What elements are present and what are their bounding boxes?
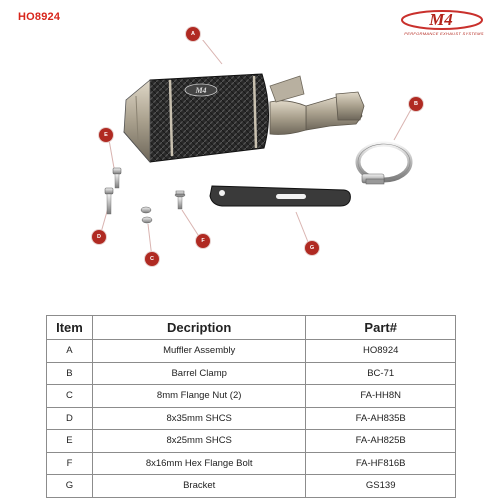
column-header-part: Part# — [306, 316, 456, 340]
table-row — [47, 407, 456, 430]
description-cell: 8x25mm SHCS — [92, 430, 305, 453]
screw-8x35 — [105, 188, 113, 214]
part-number-title: HO8924 — [18, 11, 61, 23]
hex-flange-bolt — [175, 191, 185, 209]
table-row — [47, 475, 456, 498]
part-cell: FA-HH8N — [306, 385, 456, 408]
column-header-description: Decription — [92, 316, 305, 340]
part-cell: FA-AH835B — [306, 407, 456, 430]
callout-c: C — [145, 252, 159, 266]
description-cell: Bracket — [92, 475, 305, 498]
part-cell: BC-71 — [306, 362, 456, 385]
description-cell: Barrel Clamp — [92, 362, 305, 385]
flange-nuts — [141, 207, 152, 223]
table-row — [47, 362, 456, 385]
table-row — [47, 430, 456, 453]
item-cell: A — [47, 340, 93, 363]
table-header-row — [47, 316, 456, 340]
callout-f: F — [196, 234, 210, 248]
item-cell: B — [47, 362, 93, 385]
description-cell: 8x35mm SHCS — [92, 407, 305, 430]
part-cell: FA-AH825B — [306, 430, 456, 453]
callout-d: D — [92, 230, 106, 244]
barrel-clamp — [358, 144, 410, 184]
bracket — [210, 186, 350, 206]
item-cell: G — [47, 475, 93, 498]
exploded-parts-diagram — [0, 40, 500, 310]
parts-table — [46, 315, 456, 498]
column-header-item: Item — [47, 316, 93, 340]
brand-logo-text: M4 — [429, 10, 453, 29]
callout-e: E — [99, 128, 113, 142]
part-cell: GS139 — [306, 475, 456, 498]
part-cell: HO8924 — [306, 340, 456, 363]
table-row — [47, 385, 456, 408]
muffler-logo-text: M4 — [195, 86, 207, 95]
item-cell: F — [47, 452, 93, 475]
part-cell: FA-HF816B — [306, 452, 456, 475]
item-cell: C — [47, 385, 93, 408]
table-row — [47, 340, 456, 363]
callout-b: B — [409, 97, 423, 111]
item-cell: E — [47, 430, 93, 453]
brand-tagline: PERFORMANCE EXHAUST SYSTEMS — [404, 31, 484, 36]
description-cell: Muffler Assembly — [92, 340, 305, 363]
item-cell: D — [47, 407, 93, 430]
description-cell: 8x16mm Hex Flange Bolt — [92, 452, 305, 475]
screw-8x25 — [113, 168, 121, 188]
table-row — [47, 452, 456, 475]
callout-g: G — [305, 241, 319, 255]
callout-a: A — [186, 27, 200, 41]
description-cell: 8mm Flange Nut (2) — [92, 385, 305, 408]
muffler-assembly — [124, 74, 364, 162]
